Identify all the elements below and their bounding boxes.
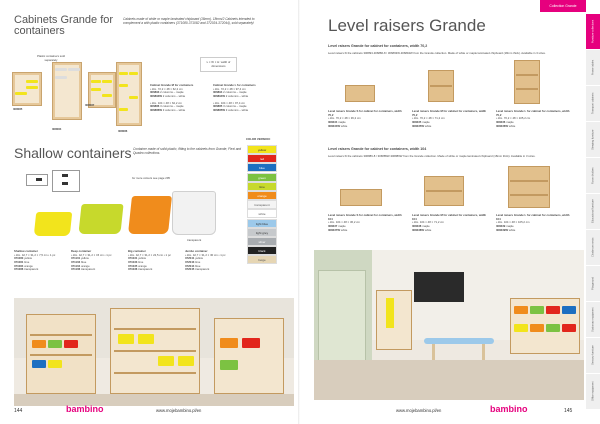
- cabinet-m-dims-2: • dim. 104 × 48 × 62,2 cm: [150, 100, 182, 105]
- colour-swatch: green: [247, 173, 277, 182]
- code: 371106: [71, 267, 81, 272]
- sec1-items: [328, 110, 578, 146]
- room-photo: [14, 298, 294, 406]
- side-tab[interactable]: Office equipment: [586, 374, 600, 409]
- colour-swatch: yellow: [247, 145, 277, 154]
- colour-swatch: orange: [247, 191, 277, 200]
- code: 308238W: [412, 227, 424, 232]
- variant: 2 columns – maple: [223, 90, 247, 95]
- right-title: Level raisers Grande: [328, 16, 486, 35]
- left-page-number: 144: [14, 408, 23, 414]
- variant: transparent: [194, 267, 210, 272]
- code: 371103: [71, 259, 81, 264]
- code: 371031: [128, 256, 138, 261]
- code: 306886: [150, 104, 160, 109]
- raiser-dims: • dim. 104 × 48 × 71,2 cm: [412, 220, 444, 225]
- raiser-row: [328, 229, 406, 233]
- raiser-title: Level raisers Grande M for cabinet for containers, width 70,2: [412, 109, 487, 117]
- variant: yellow: [194, 256, 203, 261]
- code: 371084: [14, 263, 24, 268]
- cabinet-l-title: Cabinet Grande L for containers: [213, 83, 256, 87]
- variant: blue: [194, 263, 201, 268]
- raiser-row: [496, 229, 574, 233]
- code: 308234: [328, 119, 338, 124]
- variant: orange: [137, 263, 147, 268]
- variant: 3 columns – white: [225, 107, 249, 112]
- sec2-title: Level raisers Grande for cabinet for containers, width 104: [328, 147, 427, 151]
- container-row: [185, 268, 240, 272]
- cab-code-3: 308084: [52, 127, 62, 131]
- raiser-title: Level raisers Grande L for cabinet for containers, width 104: [496, 213, 570, 221]
- code: 306894W: [213, 93, 225, 98]
- container-dims: • dim. 42,7 × 31,2 × 7,5 cm • 1 pc: [14, 252, 56, 257]
- variant: orange: [80, 263, 90, 268]
- raiser-l-70: [514, 60, 540, 104]
- code: 306886W: [150, 107, 162, 112]
- raiser-dims: • dim. 70,2 × 48 × 36,2 cm: [328, 116, 361, 121]
- container-dims: • dim. 42,7 × 31,2 × 22,5 cm • 1 pc: [128, 252, 171, 257]
- variant: maple: [505, 119, 514, 124]
- variant: blue: [80, 259, 87, 264]
- cabinet-m-dims: • dim. 72,2 × 48 × 62,2 cm: [150, 86, 183, 91]
- variant: lime: [194, 259, 201, 264]
- colour-swatches: [247, 145, 277, 265]
- code: 371036: [128, 267, 138, 272]
- colour-swatch: beige: [247, 255, 277, 264]
- code: 372044: [185, 263, 195, 268]
- code: 371080: [14, 256, 24, 261]
- code: 306893W: [150, 93, 162, 98]
- right-page-number: 145: [564, 408, 573, 414]
- raiser-spec: [412, 110, 490, 128]
- variant: 2 columns – maple: [160, 90, 184, 95]
- raiser-spec: [496, 214, 574, 232]
- container-dims: • dim. 42,7 × 31,2 × 30 cm • 1 pc: [185, 252, 226, 257]
- side-tab[interactable]: Playground: [586, 266, 600, 301]
- code: 371086: [14, 267, 24, 272]
- right-url[interactable]: www.mojebambino.pl/en: [396, 408, 442, 413]
- raiser-row: [496, 125, 574, 129]
- variant: lime: [23, 259, 30, 264]
- right-page: [300, 0, 600, 424]
- left-intro: Cabinets made of white or maple laminated chipboard (18mm). 18mm/2 Cabinets intended to complement a with plastic containers (371080-371082 and 372034-372044), sold separately!: [123, 17, 255, 25]
- left-url[interactable]: www.mojebambino.pl/en: [156, 408, 202, 413]
- container-title: Jumbo container: [185, 249, 208, 253]
- container-row: [128, 268, 183, 272]
- variant: white: [507, 123, 516, 128]
- container-row: [14, 268, 69, 272]
- side-tab[interactable]: Transport cabinets: [586, 86, 600, 121]
- colour-swatch: light blue: [247, 219, 277, 228]
- colour-swatch: red: [247, 154, 277, 163]
- code: 308234W: [328, 123, 340, 128]
- variant: 3 columns – maple: [223, 104, 247, 109]
- variant: white: [423, 123, 432, 128]
- transparent-label: transparent: [187, 238, 202, 242]
- shallow-title: Shallow containers: [14, 145, 132, 161]
- side-tabs: [586, 14, 600, 410]
- colour-swatch: transparent: [247, 200, 277, 209]
- variant: yellow: [80, 256, 89, 261]
- raiser-spec: [328, 214, 406, 232]
- colour-swatch: black: [247, 246, 277, 255]
- raiser-dims: • dim. 104 × 48 × 36,2 cm: [328, 220, 360, 225]
- shallow-intro: Container made of solid plastic, fitting to the cabinets from Grande, Flexi and Quadro collections.: [133, 147, 242, 155]
- code: 372045: [185, 267, 195, 272]
- raiser-dims: • dim. 70,2 × 48 × 71,2 cm: [412, 116, 445, 121]
- code: 308236W: [496, 123, 508, 128]
- container-spec: [71, 250, 126, 272]
- code: 371033: [128, 259, 138, 264]
- raiser-title: Level raisers Grande S for cabinet for containers, width 104: [328, 213, 402, 221]
- raiser-spec: [328, 110, 406, 128]
- code: 308235W: [412, 123, 424, 128]
- variant: orange: [23, 263, 33, 268]
- side-tab[interactable]: Educational furniture: [586, 194, 600, 229]
- left-logo: bambino: [66, 404, 104, 414]
- variant: 2 columns – white: [225, 93, 249, 98]
- variant: yellow: [137, 256, 146, 261]
- container-row: [71, 268, 126, 272]
- variant: maple: [337, 223, 346, 228]
- raiser-title: Level raisers Grande S for cabinet for containers, width 70,2: [328, 109, 402, 117]
- dims-note: L × W × H: width of dimensions: [206, 59, 231, 68]
- code: 371101: [71, 256, 81, 261]
- variant: transparent: [80, 267, 96, 272]
- colour-swatch: light grey: [247, 228, 277, 237]
- cabinet-l-dims-2: • dim. 104 × 48 × 97,4 cm: [213, 100, 245, 105]
- side-tab[interactable]: Room dividers: [586, 158, 600, 193]
- code: 308239W: [496, 227, 508, 232]
- variant: white: [339, 227, 348, 232]
- container-title: Big container: [128, 249, 146, 253]
- code: 371035: [128, 263, 138, 268]
- variant: maple: [337, 119, 346, 124]
- code: 308236: [496, 119, 506, 124]
- variant: transparent: [137, 267, 153, 272]
- colour-swatch: white: [247, 209, 277, 218]
- raiser-spec: [496, 110, 574, 128]
- dims-box: [200, 57, 237, 72]
- variant: transparent: [23, 267, 39, 272]
- container-specs: [14, 250, 244, 290]
- left-title: [14, 15, 113, 37]
- colour-label: COLOR VERSION:: [246, 137, 271, 141]
- cabinets-illustration: [12, 62, 142, 134]
- code: 308237: [328, 223, 338, 228]
- transparent-container: [172, 191, 216, 235]
- colour-swatch: blue: [247, 163, 277, 172]
- variant: 2 columns – white: [162, 93, 186, 98]
- colour-swatch: lime: [247, 182, 277, 191]
- plastic-note: Plastic containers sold separately: [37, 54, 65, 62]
- cab-code-2: 308087: [85, 103, 95, 107]
- raiser-row: [412, 125, 490, 129]
- code: 371104: [71, 263, 81, 268]
- code: 308235: [412, 119, 422, 124]
- sec1-intro: Level raisers fit the cabinets 306893-306886-8 / 306893W-306894W from the Grande collection. Made of white or maple laminated chipboard (18mm thick). Available in 3 sizes.: [328, 51, 546, 55]
- variant: white: [507, 227, 516, 232]
- variant: maple: [505, 223, 514, 228]
- raiser-s-104: [340, 189, 382, 206]
- size-diagram: [16, 170, 106, 198]
- raiser-title: Level raisers Grande M for cabinet for containers, width 104: [412, 213, 487, 221]
- variant: maple: [421, 119, 430, 124]
- container-dims: • dim. 42,7 × 31,2 × 15 cm • 1 pc: [71, 252, 112, 257]
- code: 306885W: [213, 107, 225, 112]
- variant: yellow: [23, 256, 32, 261]
- code: 371081: [14, 259, 24, 264]
- raiser-row: [412, 229, 490, 233]
- cab-code-1: 308085: [13, 107, 23, 111]
- right-logo: bambino: [490, 404, 528, 414]
- raiser-title: Level raisers Grande L for cabinet for containers, width 70,2: [496, 109, 570, 117]
- code: 306894: [213, 90, 223, 95]
- code: 306885: [213, 104, 223, 109]
- container-spec: [14, 250, 69, 272]
- cabinet-l-spec: [213, 84, 271, 112]
- yellow-container: [34, 212, 73, 236]
- sec2-items: [328, 214, 578, 250]
- variant: 3 columns – white: [162, 107, 186, 112]
- raiser-dims: • dim. 104 × 48 × 105,2 cm: [496, 220, 530, 225]
- lime-container: [78, 204, 123, 234]
- colour-swatch: silver: [247, 237, 277, 246]
- code: 372041: [185, 256, 195, 261]
- classroom-photo: [314, 250, 584, 400]
- side-tab[interactable]: Frame tables: [586, 50, 600, 85]
- variant: maple: [421, 223, 430, 228]
- container-title: Deep container: [71, 249, 92, 253]
- cab-code-4: 308086: [118, 129, 128, 133]
- code: 308239: [496, 223, 506, 228]
- raiser-s-70: [345, 85, 375, 102]
- variant: white: [423, 227, 432, 232]
- code: 372043: [185, 259, 195, 264]
- cabinet-m-title: Cabinet Grande M for containers: [150, 83, 194, 87]
- raiser-row: [328, 125, 406, 129]
- container-spec: [128, 250, 183, 272]
- code: 308238: [412, 223, 422, 228]
- title-line-1: Cabinets Grande for: [14, 14, 114, 26]
- cabinet-m-spec: [150, 84, 208, 112]
- sizes-note: for more colours see page 295: [132, 176, 170, 180]
- raiser-spec: [412, 214, 490, 232]
- variant: white: [339, 123, 348, 128]
- cabinet-l-dims: • dim. 72,2 × 48 × 97,4 cm: [213, 86, 246, 91]
- code: 306893: [150, 90, 160, 95]
- collection-tag: [540, 0, 586, 12]
- container-title: Shallow container: [14, 249, 38, 253]
- collection-tag-label: Collection Grande: [549, 4, 577, 8]
- side-tab[interactable]: Sensory furniture: [586, 338, 600, 373]
- container-spec: [185, 250, 240, 272]
- side-tab[interactable]: Furniture collections: [586, 14, 600, 49]
- sec2-intro: Level raisers fit the cabinets 306886-8 / 306885W-306886W from the Grande collection. Made of white or maple laminated chipboard (18mm thick). Available in 3 sizes.: [328, 154, 536, 158]
- orange-container: [128, 196, 172, 234]
- side-tab[interactable]: Stationary equipment: [586, 302, 600, 337]
- variant: 3 columns – maple: [160, 104, 184, 109]
- variant: lime: [137, 259, 144, 264]
- raiser-dims: • dim. 70,2 × 48 × 105,2 cm: [496, 116, 531, 121]
- raiser-l-104: [508, 166, 550, 208]
- sec1-title: Level raisers Grande for cabinet for containers, width 70,2: [328, 44, 428, 48]
- side-tab[interactable]: Sleeping furniture: [586, 122, 600, 157]
- side-tab[interactable]: Cloakroom seats: [586, 230, 600, 265]
- code: 308237W: [328, 227, 340, 232]
- title-line-2: containers: [14, 25, 65, 37]
